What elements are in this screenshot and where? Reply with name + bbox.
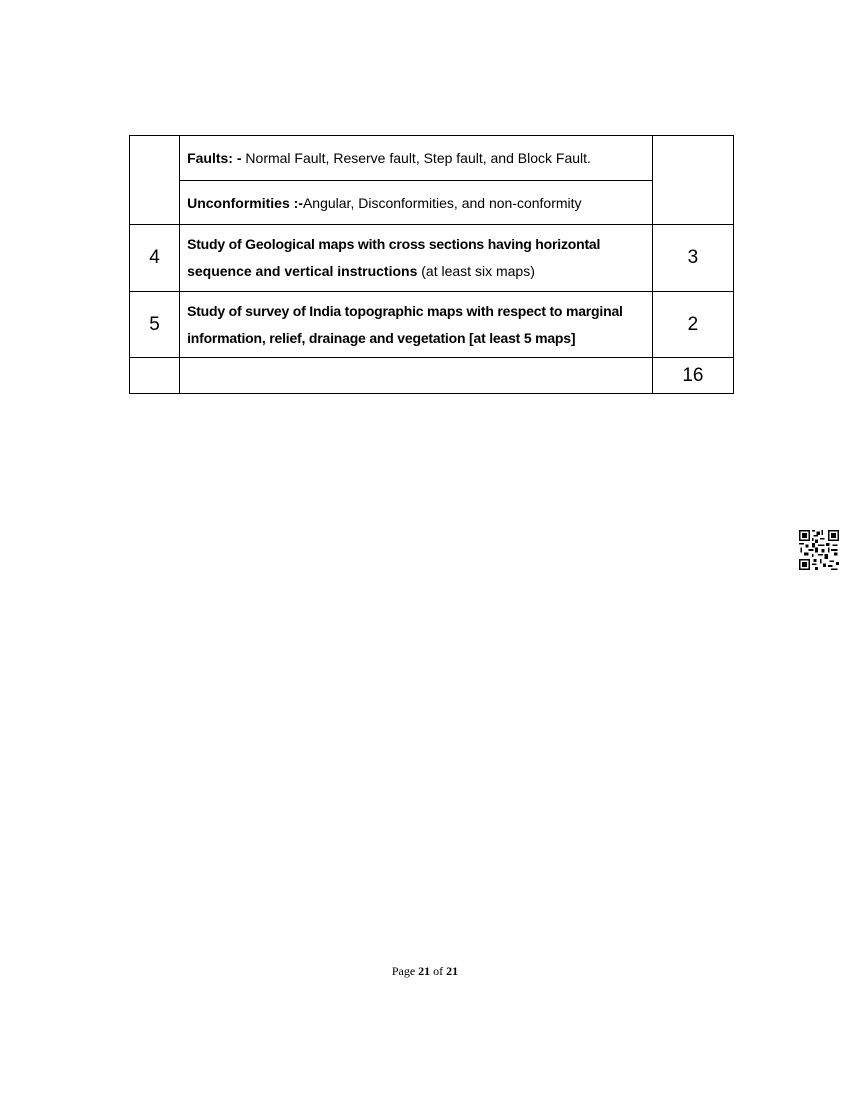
qr-code-icon: [799, 530, 839, 570]
topic-cell-unconformities: [180, 181, 653, 225]
topic-cell-faults: [180, 136, 653, 181]
table-row: [130, 292, 734, 358]
faults-label: Faults: -: [187, 150, 242, 166]
topic-cell: [180, 358, 653, 394]
topic-normal-text: (at least six maps): [417, 263, 535, 279]
unconformities-text: Angular, Disconformities, and non-conformity: [302, 194, 582, 211]
table-row: [130, 181, 734, 225]
topic-line: information, relief, drainage and vegetation [at least 5 maps]: [187, 329, 576, 346]
of-label: of: [433, 964, 444, 978]
page-label: Page: [391, 964, 416, 978]
serial-number-cell: [130, 358, 180, 394]
table-row: [130, 136, 734, 181]
topic-cell: [180, 225, 653, 292]
topic-line: [187, 258, 644, 285]
unconformities-label: Unconformities :-: [187, 194, 303, 211]
topic-bold-text: sequence and vertical instructions: [187, 263, 418, 279]
topic-cell: [180, 292, 653, 358]
serial-number-cell: 4: [130, 225, 180, 292]
hours-cell: 2: [652, 292, 733, 358]
current-page-number: 21: [418, 964, 431, 978]
table-row-total: [130, 358, 734, 394]
table-row: [130, 225, 734, 292]
syllabus-table: [129, 135, 734, 394]
topic-line: Study of survey of India topographic maps with respect to marginal: [187, 302, 623, 319]
total-hours-cell: 16: [652, 358, 733, 394]
total-page-count: 21: [446, 964, 459, 978]
serial-number-cell: [130, 136, 180, 225]
topic-line: Study of Geological maps with cross sections having horizontal: [187, 236, 601, 252]
faults-text: Normal Fault, Reserve fault, Step fault, and Block Fault.: [241, 150, 591, 166]
page-footer: [0, 964, 850, 979]
serial-number-cell: 5: [130, 292, 180, 358]
hours-cell: 3: [652, 225, 733, 292]
hours-cell: [652, 136, 733, 225]
